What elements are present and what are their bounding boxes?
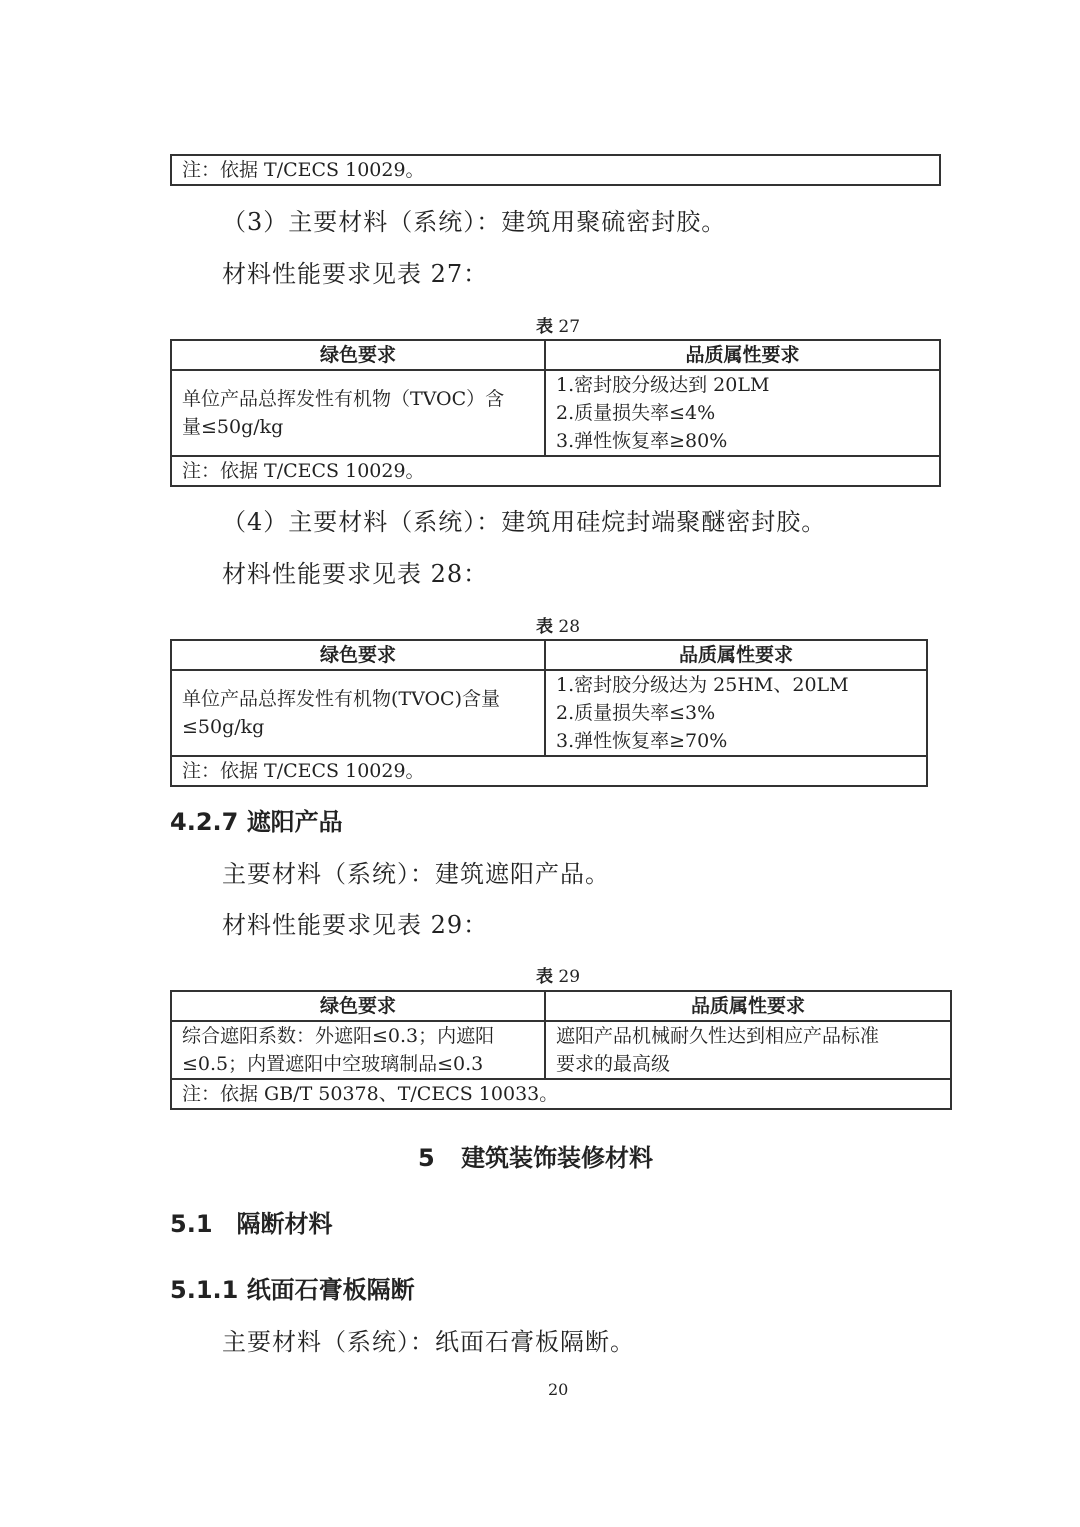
table27-col-green: 绿色要求 <box>171 340 545 370</box>
table29-quality-line: 要求的最高级 <box>556 1053 671 1075</box>
page-number: 20 <box>548 1380 569 1399</box>
table28-green-line: 单位产品总挥发性有机物(TVOC)含量 <box>182 688 501 710</box>
table29-quality-cell <box>545 1021 951 1079</box>
table28-note: 注：依据 T/CECS 10029。 <box>171 756 927 786</box>
table28-caption-word: 表 <box>536 617 553 637</box>
table27-col-quality: 品质属性要求 <box>545 340 940 370</box>
table29-col-quality: 品质属性要求 <box>545 991 951 1021</box>
table28 <box>170 639 928 787</box>
table28-caption-num: 28 <box>558 617 581 637</box>
table29 <box>170 990 952 1110</box>
table28-col-green: 绿色要求 <box>171 640 545 670</box>
table27-caption-num: 27 <box>558 317 581 337</box>
top-note-table <box>170 154 941 186</box>
table28-green-line: ≤50g/kg <box>182 716 265 738</box>
chapter-5-number: 5 <box>418 1144 435 1172</box>
sec4-table-ref: 材料性能要求见表 28： <box>222 560 489 588</box>
table27-green-cell <box>171 370 545 456</box>
section-5-1-heading: 5.1 隔断材料 <box>170 1210 333 1238</box>
chapter-5-heading <box>418 1138 653 1173</box>
table28-caption <box>536 612 580 637</box>
table29-caption-num: 29 <box>558 967 581 987</box>
top-note: 注：依据 T/CECS 10029。 <box>171 155 940 185</box>
table29-green-cell <box>171 1021 545 1079</box>
sec3-paragraph: （3）主要材料（系统）：建筑用聚硫密封胶。 <box>222 208 727 236</box>
table27-quality-line: 2.质量损失率≤4% <box>556 402 716 424</box>
section-4-2-7-heading: 4.2.7 遮阳产品 <box>170 808 343 836</box>
table27-quality-line: 3.弹性恢复率≥80% <box>556 430 728 452</box>
table28-green-cell <box>171 670 545 756</box>
table29-col-green: 绿色要求 <box>171 991 545 1021</box>
table27-note: 注：依据 T/CECS 10029。 <box>171 456 940 486</box>
table27-green-line: 量≤50g/kg <box>182 416 284 438</box>
table28-quality-line: 1.密封胶分级达为 25HM、20LM <box>556 674 849 696</box>
chapter-5-title: 建筑装饰装修材料 <box>461 1144 654 1172</box>
table28-quality-cell <box>545 670 927 756</box>
table27-quality-line: 1.密封胶分级达到 20LM <box>556 374 770 396</box>
table29-green-line: 综合遮阳系数：外遮阳≤0.3；内遮阳 <box>182 1025 495 1047</box>
table27-caption <box>536 312 580 337</box>
table29-caption <box>536 962 580 987</box>
s427-table-ref: 材料性能要求见表 29： <box>222 911 489 939</box>
table28-quality-line: 2.质量损失率≤3% <box>556 702 716 724</box>
table27-green-line: 单位产品总挥发性有机物（TVOC）含 <box>182 388 505 410</box>
table28-col-quality: 品质属性要求 <box>545 640 927 670</box>
s511-paragraph: 主要材料（系统）：纸面石膏板隔断。 <box>222 1328 635 1356</box>
table29-caption-word: 表 <box>536 967 553 987</box>
table27-quality-cell <box>545 370 940 456</box>
table28-quality-line: 3.弹性恢复率≥70% <box>556 730 728 752</box>
sec4-paragraph: （4）主要材料（系统）：建筑用硅烷封端聚醚密封胶。 <box>222 508 827 536</box>
s427-paragraph: 主要材料（系统）：建筑遮阳产品。 <box>222 860 610 888</box>
section-5-1-1-heading: 5.1.1 纸面石膏板隔断 <box>170 1276 415 1304</box>
sec3-table-ref: 材料性能要求见表 27： <box>222 260 489 288</box>
table29-green-line: ≤0.5；内置遮阳中空玻璃制品≤0.3 <box>182 1053 484 1075</box>
table29-quality-line: 遮阳产品机械耐久性达到相应产品标准 <box>556 1025 880 1047</box>
table29-note: 注：依据 GB/T 50378、T/CECS 10033。 <box>171 1079 951 1109</box>
table27-caption-word: 表 <box>536 317 553 337</box>
table27 <box>170 339 941 487</box>
